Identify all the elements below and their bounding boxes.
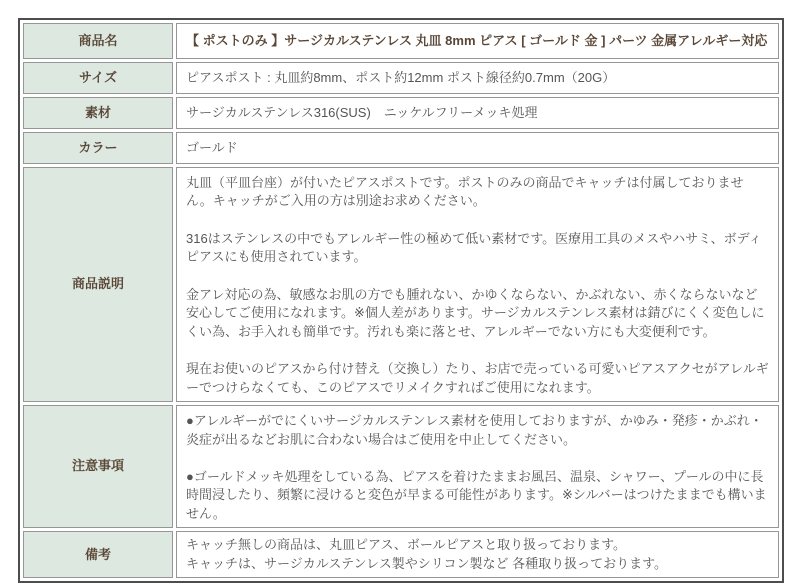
table-row-caution <box>23 405 779 528</box>
product-spec-table-body <box>23 23 779 578</box>
remarks-line: キャッチ無しの商品は、丸皿ピアス、ボールピアスと取り扱っております。 <box>186 537 627 553</box>
table-row-material <box>23 97 779 129</box>
table-row-remarks <box>23 531 779 578</box>
table-row-description <box>23 167 779 402</box>
description-paragraph: 316はステンレスの中でもアレルギー性の極めて低い素材です。医療用工具のメスやハサミ、ボディピアスにも使用されています。 <box>186 230 762 265</box>
caution-paragraph: ●アレルギーがでにくいサージカルステンレス素材を使用しておりますが、かゆみ・発疹・かぶれ・炎症が出るなどお肌に合わない場合はご使用を中止してください。 <box>186 413 763 447</box>
table-row-color <box>23 132 779 164</box>
row-label-caution: 注意事項 <box>23 405 173 528</box>
description-value <box>176 167 779 402</box>
row-label-size: サイズ <box>23 62 173 94</box>
description-paragraph: 金アレ対応の為、敏感なお肌の方でも腫れない、かゆくならない、かぶれない、赤くならないなど安心してご使用になれます。※個人差があります。サージカルステンレス素材は錆びにくく変色しにくい為、お手入れも簡単です。汚れも楽に落とせ、アレルギーでない方にも大変便利です。 <box>186 286 765 339</box>
row-label-description: 商品説明 <box>23 167 173 402</box>
caution-paragraph: ●ゴールドメッキ処理をしている為、ピアスを着けたままお風呂、温泉、シャワー、プールの中に長時間浸したり、頻繁に浸けると変色が早まる可能性があります。※シルバーはつけたままでも構いません。 <box>186 468 767 521</box>
color-value: ゴールド <box>176 132 779 164</box>
product-name-value: 【 ポストのみ 】サージカルステンレス 丸皿 8mm ピアス [ ゴールド 金 ] パーツ 金属アレルギー対応 <box>176 23 779 59</box>
size-value: ピアスポスト : 丸皿約8mm、ポスト約12mm ポスト線径約0.7mm（20G） <box>176 62 779 94</box>
row-label-color: カラー <box>23 132 173 164</box>
row-label-remarks: 備考 <box>23 531 173 578</box>
description-paragraph: 現在お使いのピアスから付け替え（交換し）たり、お店で売っている可愛いピアスアクセがアレルギーでつけらなくても、このピアスでリメイクすればご使用になれます。 <box>186 361 769 395</box>
table-row-product-name <box>23 23 779 59</box>
row-label-product-name: 商品名 <box>23 23 173 59</box>
description-paragraph: 丸皿（平皿台座）が付いたピアスポストです。ポストのみの商品でキャッチは付属しておりません。キャッチがご入用の方は別途お求めください。 <box>186 175 744 209</box>
product-spec-table <box>18 18 784 583</box>
material-value: サージカルステンレス316(SUS) ニッケルフリーメッキ処理 <box>176 97 779 129</box>
row-label-material: 素材 <box>23 97 173 129</box>
caution-value <box>176 405 779 528</box>
remarks-value <box>176 531 779 578</box>
remarks-line: キャッチは、サージカルステンレス製やシリコン製など 各種取り扱っております。 <box>186 555 668 571</box>
table-row-size <box>23 62 779 94</box>
